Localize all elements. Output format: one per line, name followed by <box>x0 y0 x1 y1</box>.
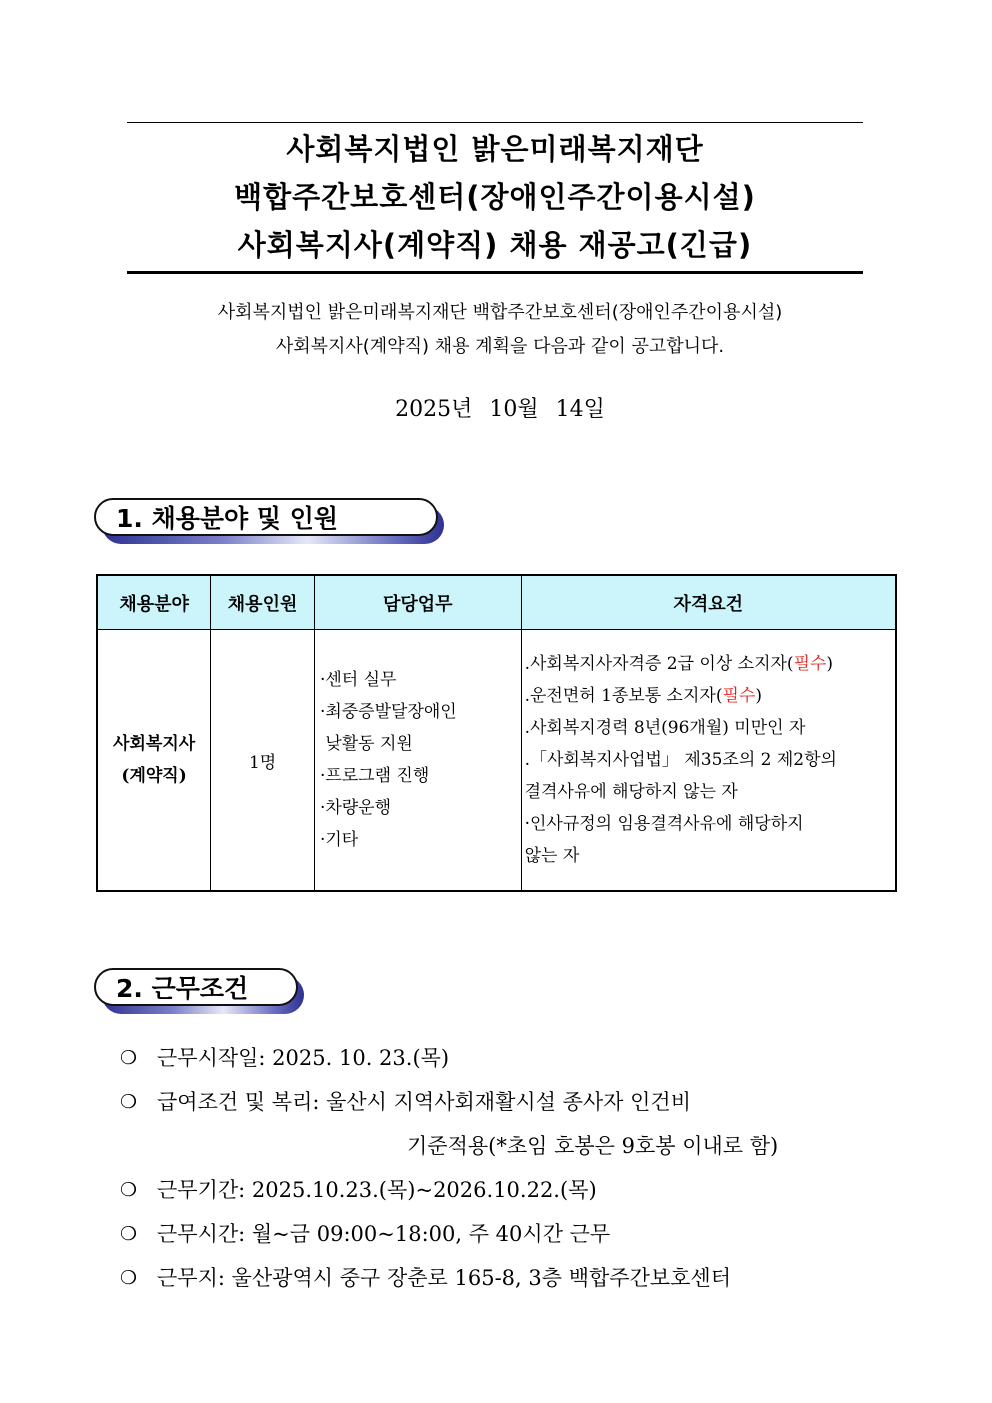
duty-item: ·최중증발달장애인 <box>319 702 457 722</box>
work-conditions-list <box>120 1036 900 1300</box>
qualification-text: .운전면허 1종보통 소지자( <box>524 686 723 706</box>
qualification-item: .「사회복지사업법」 제35조의 2 제2항의 <box>524 750 837 770</box>
field-name: 사회복지사 <box>113 734 196 754</box>
cell-qualifications <box>521 630 896 892</box>
cell-duties <box>314 630 521 892</box>
duty-item: ·차량운행 <box>319 798 392 818</box>
notice-date: 2025년 10월 14일 <box>395 397 605 422</box>
title-line-organization: 사회복지법인 밝은미래복지재단 <box>286 132 704 166</box>
condition-location: 근무지: 울산광역시 중구 장춘로 165-8, 3층 백합주간보호센터 <box>157 1266 731 1290</box>
section-1-heading <box>94 498 444 540</box>
circle-bullet-icon: ❍ <box>120 1223 138 1245</box>
bullet-spacer <box>120 1124 157 1168</box>
qualification-item: .사회복지경력 8년(96개월) 미만인 자 <box>524 718 806 738</box>
section-2-heading-label: 2. 근무조건 <box>94 968 298 1006</box>
header-field: 채용분야 <box>97 575 211 630</box>
qualification-item: 결격사유에 해당하지 않는 자 <box>524 782 738 802</box>
intro-line-2: 사회복지사(계약직) 채용 계획을 다음과 같이 공고합니다. <box>275 336 725 357</box>
table-row <box>97 630 896 892</box>
circle-bullet-icon: ❍ <box>120 1091 138 1113</box>
qualification-suffix: ) <box>755 686 762 706</box>
field-type: (계약직) <box>121 766 187 786</box>
header-duties: 담당업무 <box>314 575 521 630</box>
title-line-notice: 사회복지사(계약직) 채용 재공고(긴급) <box>237 228 753 262</box>
document-title <box>127 122 863 274</box>
condition-item <box>120 1168 900 1212</box>
circle-bullet-icon: ❍ <box>120 1047 138 1069</box>
duty-item: ·센터 실무 <box>319 670 397 690</box>
qualification-item <box>523 648 894 680</box>
condition-item <box>120 1212 900 1256</box>
qualification-item: 않는 자 <box>524 846 580 866</box>
circle-bullet-icon: ❍ <box>120 1179 138 1201</box>
cell-field <box>97 630 211 892</box>
circle-bullet-icon: ❍ <box>120 1267 138 1289</box>
qualification-item: ·인사규정의 임용결격사유에 해당하지 <box>524 814 804 834</box>
table-header-row <box>97 575 896 630</box>
condition-hours: 근무시간: 월~금 09:00~18:00, 주 40시간 근무 <box>157 1222 611 1246</box>
section-1-heading-label: 1. 채용분야 및 인원 <box>94 498 438 536</box>
condition-salary-continuation: 기준적용(*초임 호봉은 9호봉 이내로 함) <box>407 1134 779 1158</box>
qualification-text: .사회복지사자격증 2급 이상 소지자( <box>524 654 794 674</box>
header-qualifications: 자격요건 <box>521 575 896 630</box>
required-badge: 필수 <box>793 654 827 674</box>
recruitment-table <box>96 574 897 892</box>
duty-item: ·기타 <box>319 830 359 850</box>
qualification-item <box>523 680 894 712</box>
header-count: 채용인원 <box>211 575 315 630</box>
condition-salary: 급여조건 및 복리: 울산시 지역사회재활시설 종사자 인건비 <box>157 1090 691 1114</box>
duty-list <box>316 664 520 856</box>
cell-count: 1명 <box>211 630 315 892</box>
intro-paragraph <box>100 296 900 364</box>
duty-item: 낮활동 지원 <box>319 734 413 754</box>
condition-period: 근무기간: 2025.10.23.(목)~2026.10.22.(목) <box>157 1178 597 1202</box>
title-line-facility: 백합주간보호센터(장애인주간이용시설) <box>234 180 756 214</box>
condition-item <box>120 1080 900 1168</box>
section-2-heading <box>94 968 304 1010</box>
intro-line-1: 사회복지법인 밝은미래복지재단 백합주간보호센터(장애인주간이용시설) <box>217 302 783 323</box>
condition-item <box>120 1036 900 1080</box>
qualification-suffix: ) <box>826 654 834 674</box>
required-badge: 필수 <box>722 686 756 706</box>
condition-item <box>120 1256 900 1300</box>
condition-start-date: 근무시작일: 2025. 10. 23.(목) <box>157 1046 450 1070</box>
duty-item: ·프로그램 진행 <box>319 766 430 786</box>
qualification-list <box>523 648 894 872</box>
